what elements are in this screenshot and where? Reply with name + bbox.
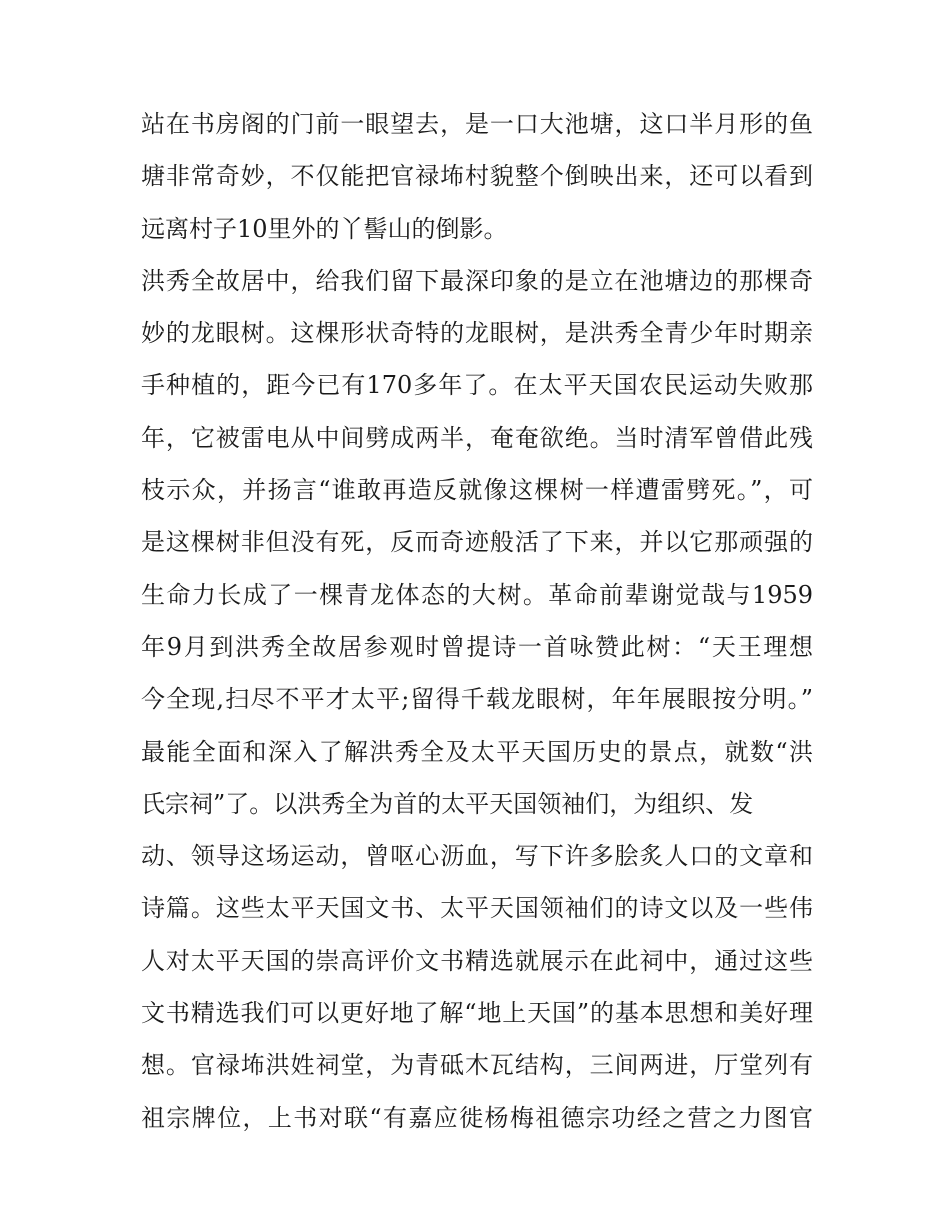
- text-line: 氏宗祠”了。以洪秀全为首的太平天国领袖们，为组织、发: [141, 789, 754, 818]
- text-line: 塘非常奇妙，不仅能把官禄㘵村貌整个倒映出来，还可以看到: [141, 162, 813, 191]
- text-line: 是这棵树非但没有死，反而奇迹般活了下来，并以它那顽强的: [141, 528, 813, 557]
- text-line: 妙的龙眼树。这棵形状奇特的龙眼树，是洪秀全青少年时期亲: [141, 319, 813, 348]
- text-line: 生命力长成了一棵青龙体态的大树。革命前辈谢觉哉与1959: [141, 580, 813, 609]
- text-line: 想。官禄㘵洪姓祠堂，为青砥木瓦结构，三间两进，厅堂列有: [141, 1051, 813, 1080]
- text-line: 年9月到洪秀全故居参观时曾提诗一首咏赞此树：“天王理想: [141, 632, 813, 661]
- text-line: 文书精选我们可以更好地了解“地上天国”的基本思想和美好理: [141, 999, 813, 1028]
- text-line: 手种植的，距今已有170多年了。在太平天国农民运动失败那: [141, 371, 813, 400]
- text-line: 动、领导这场运动，曾呕心沥血，写下许多脍炙人口的文章和: [141, 842, 813, 871]
- body-text: [141, 107, 813, 1153]
- text-line: 人对太平天国的崇高评价文书精选就展示在此祠中，通过这些: [141, 946, 813, 975]
- text-line: 枝示众，并扬言“谁敢再造反就像这棵树一样遭雷劈死。”，可: [141, 476, 813, 505]
- text-line: 洪秀全故居中，给我们留下最深印象的是立在池塘边的那棵奇: [141, 266, 813, 295]
- text-line: 远离村子10里外的丫髻山的倒影。: [141, 214, 508, 243]
- text-line: 诗篇。这些太平天国文书、太平天国领袖们的诗文以及一些伟: [141, 894, 813, 923]
- text-line: 今全现,扫尽不平才太平;留得千载龙眼树，年年展眼按分明。”: [141, 685, 813, 714]
- text-line: 祖宗牌位，上书对联“有嘉应徙杨梅祖德宗功经之营之力图官: [141, 1103, 813, 1132]
- text-line: 最能全面和深入了解洪秀全及太平天国历史的景点，就数“洪: [141, 737, 813, 766]
- text-line: 年，它被雷电从中间劈成两半，奄奄欲绝。当时清军曾借此残: [141, 423, 813, 452]
- text-line: 站在书房阁的门前一眼望去，是一口大池塘，这口半月形的鱼: [141, 110, 813, 138]
